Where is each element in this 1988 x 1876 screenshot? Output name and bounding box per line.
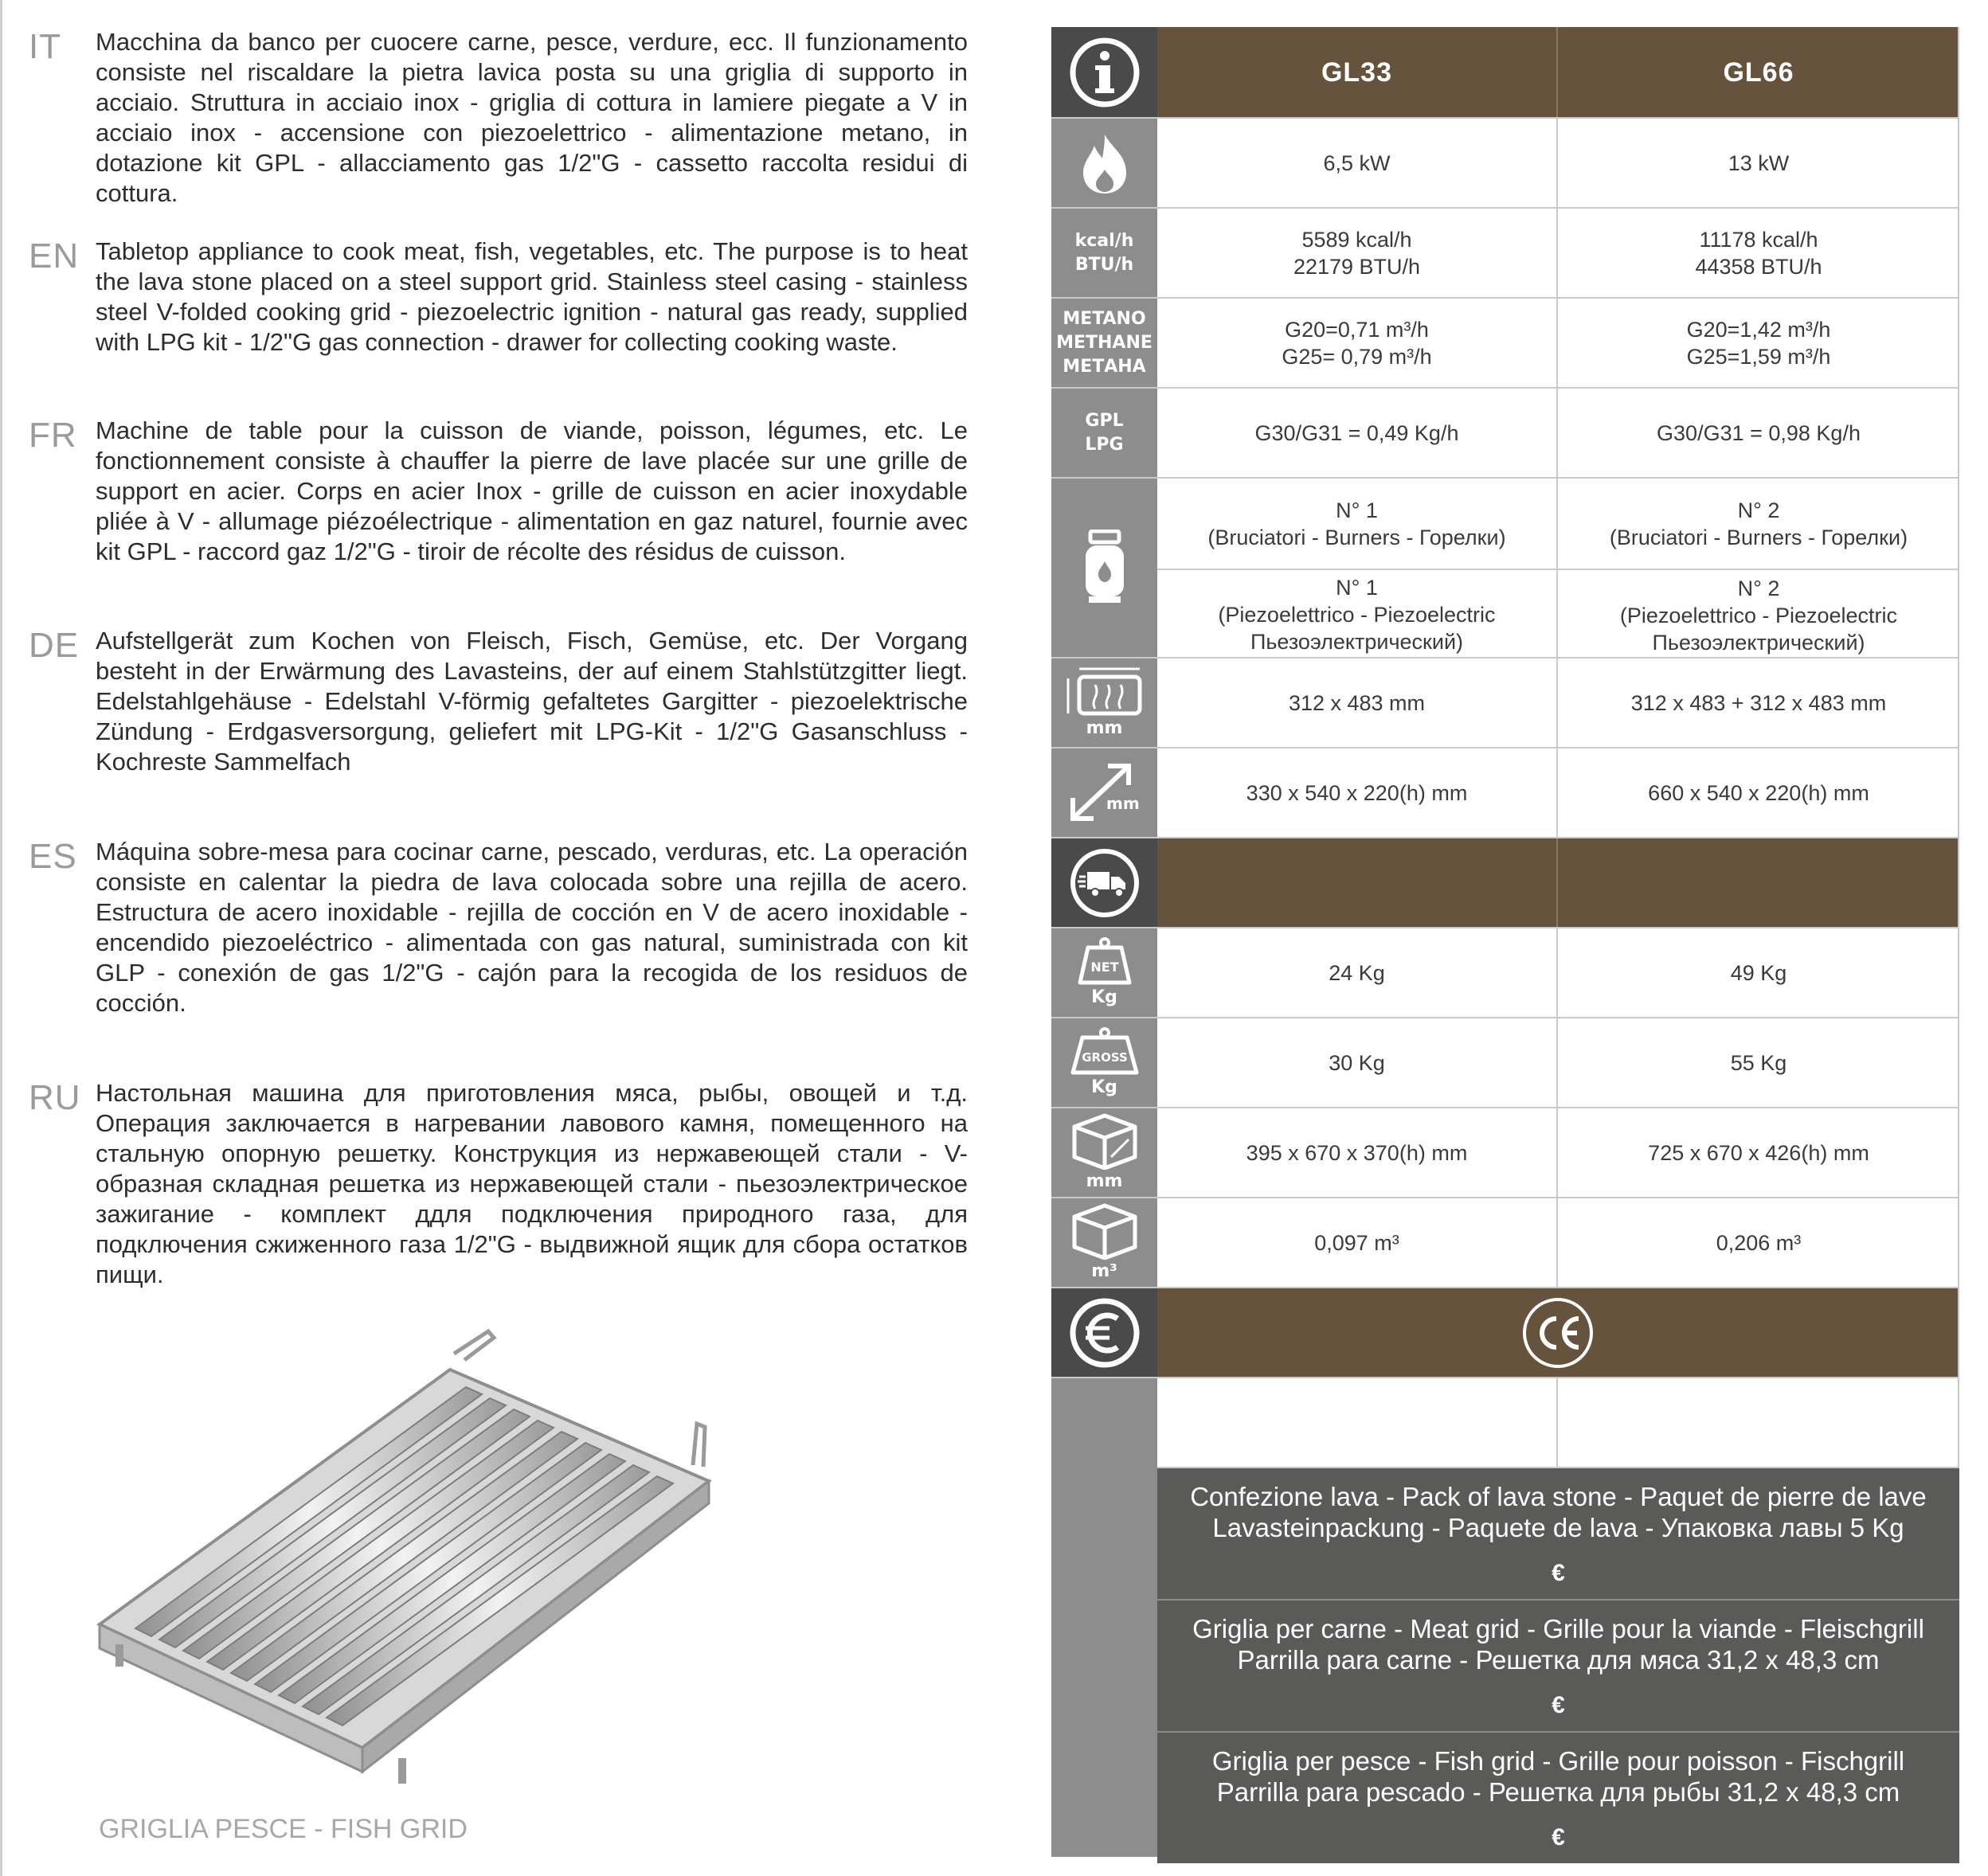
methane-gl66 (1558, 299, 1959, 387)
left-margin-rule (0, 0, 2, 1876)
burners-gl66 (1558, 479, 1959, 569)
flame-icon (1051, 119, 1157, 207)
accessory-lava-pack (1157, 1467, 1959, 1599)
m3-unit-label: m³ (1091, 1260, 1117, 1281)
lang-description: Aufstellgerät zum Kochen von Fleisch, Fisch, Gemüse, etc. Der Vorgang besteht in der Erwärmung des Lavasteins, der auf einem Stahlstützgitter liegt. Edelstahlgehäuse - Edelstahl V-förmig gefaltetes Gargitter - piezoelektrische Zündung - Erdgasversorgung, geliefert mit LPG-Kit - 1/2"G Gasanschluss - Kochreste Sammelfach (96, 627, 968, 776)
table-right-border (1958, 27, 1959, 1467)
accessory-line2: Parrilla para pescado - Решетка для рыбы 31,2 x 48,3 cm (1216, 1777, 1900, 1807)
g20-value: G20=0,71 m³/h (1285, 317, 1429, 342)
btu-value: 44358 BTU/h (1695, 254, 1822, 279)
lang-description: Настольная машина для приготовления мяса, рыбы, овощей и т.д. Операция заключается в нагревании лавового камня, помещенного на стальную опорную решетку. Конструкция из нержавеющей стали - V-образная складная решетка из нержавеющей стали - пьезоэлектрическое зажигание - комплект ддля подключения природного газа, для подключения сжиженного газа 1/2"G - выдвижной ящик для сбора остатков пищи. (96, 1079, 968, 1288)
btu-value: 22179 BTU/h (1293, 254, 1421, 279)
piezo-gl66 (1558, 569, 1959, 660)
gas-bottle-icon (1051, 479, 1157, 657)
burners-count: N° 2 (1737, 498, 1780, 522)
metano-label: METANO (1062, 308, 1146, 329)
model-gl66: GL66 (1723, 57, 1794, 88)
shipping-header-gl33 (1157, 838, 1558, 927)
packed-dimensions-gl66: 725 x 670 x 426(h) mm (1648, 1140, 1869, 1165)
net-weight-row (1051, 927, 1959, 1017)
accessory-line1: Griglia per pesce - Fish grid - Grille pour poisson - Fischgrill (1211, 1746, 1905, 1776)
methane-gl33 (1157, 299, 1558, 387)
price-header-row (1051, 1287, 1959, 1377)
kg-unit-label: Kg (1091, 987, 1117, 1007)
kg-unit-label: Kg (1091, 1077, 1117, 1097)
accessory-fish-grid (1157, 1731, 1959, 1863)
piezo-label-line1: (Piezoelettrico - Piezoelectric (1619, 603, 1898, 627)
g25-value: G25= 0,79 m³/h (1282, 344, 1432, 369)
dimensions-gl66: 660 x 540 x 220(h) mm (1648, 780, 1869, 805)
lang-description: Tabletop appliance to cook meat, fish, vegetables, etc. The purpose is to heat the lava stone placed on a steel support grid. Stainless steel casing - stainless steel V-folded cooking grid - piezoelectric ignition - natural gas ready, supplied with LPG kit - 1/2"G gas connection - drawer for collecting cooking waste. (96, 237, 968, 356)
ce-mark-icon (1521, 1296, 1595, 1370)
dimensions-row (1051, 747, 1959, 837)
lang-code: EN (29, 236, 80, 276)
kcal-value: 5589 kcal/h (1301, 227, 1412, 252)
info-icon (1051, 27, 1157, 117)
lang-code: IT (29, 27, 62, 66)
lang-description: Machine de table pour la cuisson de viande, poisson, légumes, etc. Le fonctionnement consiste à chauffer la pierre de lave placée sur une grille de support en acier. Corps en acier Inox - grille de cuisson en acier inoxydable pliée à V - allumage piézoélectrique - alimentation en gaz naturel, fournie avec kit GPL - raccord gaz 1/2"G - tiroir de récolte des résidus de cuisson. (96, 416, 968, 565)
accessory-meat-grid (1157, 1599, 1959, 1731)
g20-value: G20=1,42 m³/h (1686, 317, 1831, 342)
mm-unit-label: mm (1086, 717, 1123, 738)
lpg-label-en: LPG (1085, 434, 1124, 455)
price-row (1051, 1377, 1959, 1467)
heat-output-gl66 (1558, 209, 1959, 297)
packed-dimensions-gl33: 395 x 670 x 370(h) mm (1157, 1108, 1558, 1197)
lang-code: ES (29, 837, 77, 876)
lang-code: FR (29, 416, 77, 455)
model-gl33: GL33 (1157, 27, 1558, 117)
accessory-line1: Griglia per carne - Meat grid - Grille pour la viande - Fleischgrill (1192, 1614, 1924, 1643)
volume-row (1051, 1197, 1959, 1287)
accessory-price: € (1552, 1560, 1565, 1586)
piezo-label-line2: Пьезоэлектрический) (1250, 629, 1464, 654)
accessories-icon-strip (1051, 1467, 1157, 1857)
lang-description: Macchina da banco per cuocere carne, pesce, verdure, ecc. Il funzionamento consiste nel riscaldare la pietra lavica posta su una griglia di supporto in acciaio. Struttura in acciaio inox - griglia di cottura in lamiere piegate a V in acciaio inox - accensione con piezoelettrico - alimentazione metano, in dotazione kit GPL - allacciamento gas 1/2"G - cassetto raccolta residui di cottura. (96, 28, 968, 207)
package-volume-icon (1051, 1198, 1157, 1287)
lpg-gl66: G30/G31 = 0,98 Kg/h (1657, 420, 1861, 445)
volume-gl33: 0,097 m³ (1157, 1198, 1558, 1287)
accessory-price: € (1552, 1692, 1565, 1718)
mm-unit-label: mm (1106, 793, 1140, 813)
shipping-header-row (1051, 837, 1959, 927)
package-dimensions-icon (1051, 1108, 1157, 1197)
net-weight-gl33: 24 Kg (1157, 928, 1558, 1017)
diagonal-arrow-icon (1051, 748, 1157, 837)
power-row (1051, 117, 1959, 207)
gross-label: GROSS (1081, 1049, 1128, 1065)
power-gl66: 13 kW (1728, 150, 1790, 175)
price-row-icon-cell (1051, 1378, 1157, 1467)
cooking-surface-row (1051, 657, 1959, 747)
gross-weight-gl66: 55 Kg (1730, 1050, 1787, 1075)
gross-weight-icon (1051, 1018, 1157, 1107)
lpg-gl33: G30/G31 = 0,49 Kg/h (1157, 389, 1558, 477)
piezo-label-line2: Пьезоэлектрический) (1652, 630, 1865, 655)
lang-code: DE (29, 626, 80, 665)
accessory-price: € (1552, 1824, 1565, 1851)
piezo-count: N° 1 (1336, 575, 1378, 600)
burners-gl33 (1157, 479, 1558, 569)
burners-label: (Bruciatori - Burners - Горелки) (1207, 525, 1506, 549)
photo-caption: GRIGLIA PESCE - FISH GRID (99, 1814, 468, 1844)
lpg-row (1051, 387, 1959, 477)
gross-weight-row (1051, 1017, 1959, 1107)
lpg-label (1051, 389, 1157, 477)
kcal-value: 11178 kcal/h (1699, 227, 1818, 252)
accessory-line1: Confezione lava - Pack of lava stone - Paquet de pierre de lave (1190, 1482, 1927, 1511)
shipping-header-gl66 (1558, 838, 1959, 927)
price-header-gl66 (1558, 1288, 1959, 1377)
packed-dimensions-row (1051, 1107, 1959, 1197)
euro-icon (1051, 1288, 1157, 1377)
accessory-line2: Lavasteinpackung - Paquete de lava - Упаковка лавы 5 Kg (1212, 1513, 1904, 1542)
price-gl33 (1157, 1378, 1558, 1467)
surface-gl33: 312 x 483 mm (1157, 659, 1558, 747)
lang-description: Máquina sobre-mesa para cocinar carne, pescado, verduras, etc. La operación consiste en calentar la piedra de lava colocada sobre una rejilla de acero. Estructura de acero inoxidable - rejilla de cocción en V de acero inoxidable - encendido piezoeléctrico - alimentada con gas natural, suministrada con kit GLP - conexión de gas 1/2"G - cajón para la recogida de los residuos de cocción. (96, 838, 968, 1017)
kcal-unit-label: kcal/h (1074, 230, 1134, 251)
net-weight-icon (1051, 928, 1157, 1017)
cooking-surface-icon (1051, 659, 1157, 747)
price-header-gl33 (1157, 1288, 1558, 1377)
accessory-line2: Parrilla para carne - Решетка для мяса 31,2 x 48,3 cm (1237, 1645, 1880, 1675)
price-gl66 (1558, 1378, 1959, 1467)
heat-output-gl33 (1157, 209, 1558, 297)
piezo-count: N° 2 (1737, 576, 1780, 600)
header-row (1051, 27, 1959, 117)
kcal-btu-label (1051, 209, 1157, 297)
net-weight-gl66: 49 Kg (1730, 960, 1787, 985)
burners-label: (Bruciatori - Burners - Горелки) (1609, 525, 1908, 549)
burners-count: N° 1 (1336, 498, 1378, 522)
surface-gl66: 312 x 483 + 312 x 483 mm (1630, 690, 1887, 715)
volume-gl66: 0,206 m³ (1716, 1230, 1802, 1255)
gross-weight-gl33: 30 Kg (1157, 1018, 1558, 1107)
methane-label-en: METHANE (1056, 332, 1152, 353)
piezo-gl33 (1157, 569, 1558, 659)
methane-label (1051, 299, 1157, 387)
lang-code: RU (29, 1078, 81, 1117)
power-gl33: 6,5 kW (1157, 119, 1558, 207)
mm-unit-label: mm (1086, 1171, 1123, 1191)
btu-unit-label: BTU/h (1074, 254, 1134, 275)
heat-output-row (1051, 207, 1959, 297)
burners-piezo-row (1051, 477, 1959, 657)
piezo-label-line1: (Piezoelettrico - Piezoelectric (1218, 602, 1496, 627)
fish-grid-photo (92, 1322, 729, 1800)
delivery-truck-icon (1051, 838, 1157, 927)
methane-row (1051, 297, 1959, 387)
methane-label-ru: МЕТАНА (1062, 356, 1146, 377)
g25-value: G25=1,59 m³/h (1686, 344, 1831, 369)
net-label: NET (1090, 959, 1119, 975)
gpl-label: GPL (1085, 410, 1124, 431)
dimensions-gl33: 330 x 540 x 220(h) mm (1157, 748, 1558, 837)
